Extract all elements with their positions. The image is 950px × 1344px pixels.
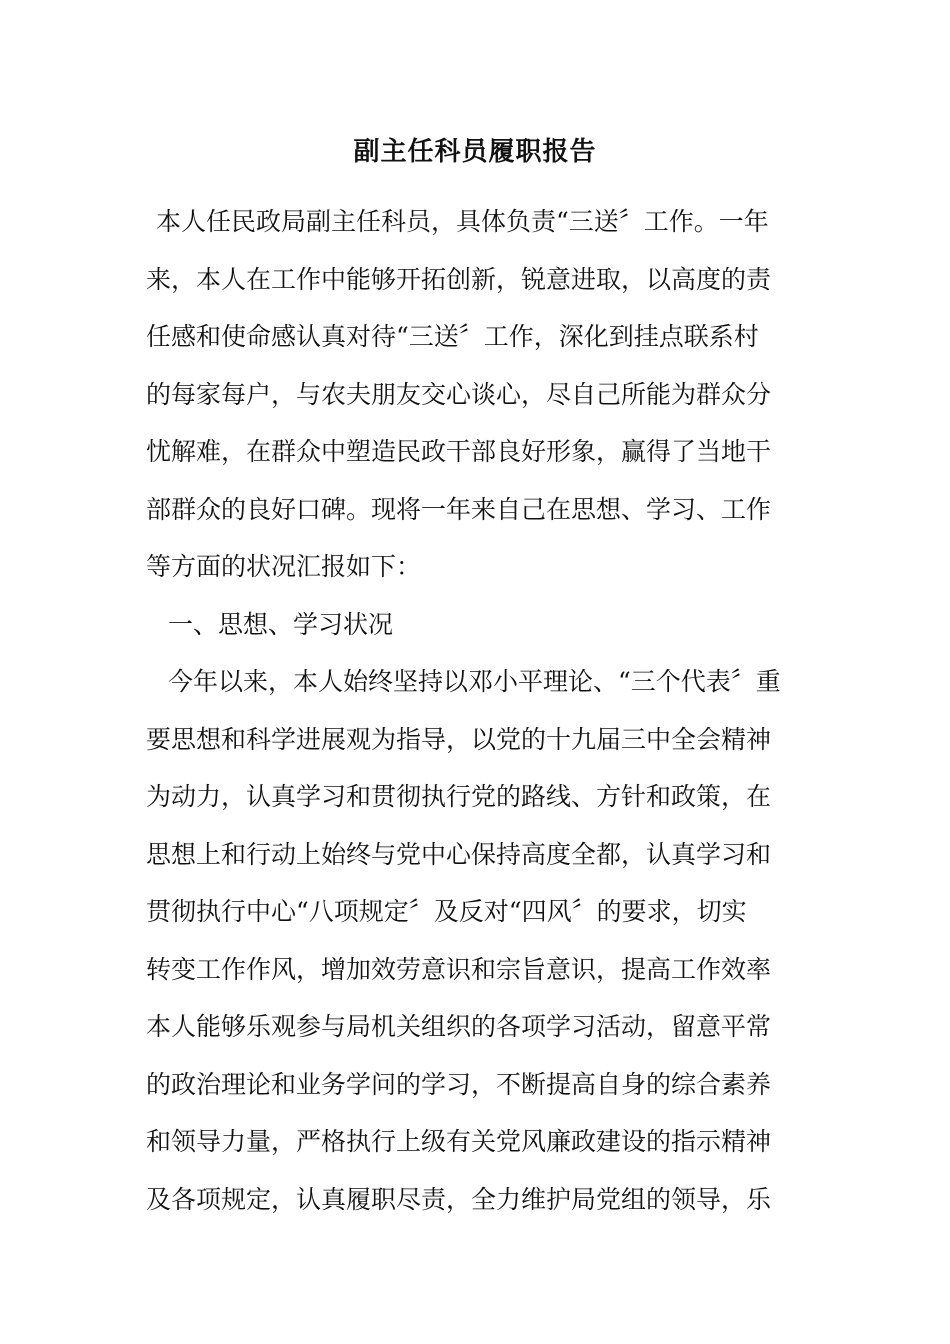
text-line: 本人任民政局副主任科员，具体负责“三送〞工作。一年 [156, 207, 769, 236]
text-line: 思想上和行动上始终与党中心保持高度全都，认真学习和 [146, 839, 772, 869]
text-line: 本人能够乐观参与局机关组织的各项学习活动，留意平常 [146, 1012, 772, 1041]
text-line: 要思想和科学进展观为指导，以党的十九届三中全会精神 [146, 724, 772, 754]
text-line: 任感和使命感认真对待“三送〞工作，深化到挂点联系村 [146, 322, 759, 351]
document-body [146, 200, 806, 1235]
section-heading: 一、思想、学习状况 [168, 609, 394, 639]
text-line: 的政治理论和业务学问的学习，不断提高自身的综合素养 [146, 1069, 772, 1099]
text-line: 及各项规定，认真履职尽责，全力维护局党组的领导，乐 [146, 1184, 772, 1214]
document-title: 副主任科员履职报告 [353, 137, 597, 167]
text-line: 今年以来，本人始终坚持以邓小平理论、“三个代表〞重 [168, 667, 781, 696]
text-line: 为动力，认真学习和贯彻执行党的路线、方针和政策，在 [146, 782, 772, 811]
text-line: 转变工作作风，增加效劳意识和宗旨意识，提高工作效率 [146, 954, 772, 984]
text-line: 来，本人在工作中能够开拓创新，锐意进取，以高度的责 [146, 264, 772, 294]
text-line: 贯彻执行中心“八项规定〞及反对“四风〞的要求，切实 [146, 897, 747, 926]
text-line: 的每家每户，与农夫朋友交心谈心，尽自己所能为群众分 [146, 379, 772, 409]
text-line: 忧解难，在群众中塑造民政干部良好形象，赢得了当地干 [146, 437, 772, 466]
text-line: 和领导力量，严格执行上级有关党风廉政建设的指示精神 [146, 1127, 772, 1156]
text-line: 等方面的状况汇报如下： [146, 552, 422, 581]
text-line: 部群众的良好口碑。现将一年来自己在思想、学习、工作 [146, 494, 772, 524]
